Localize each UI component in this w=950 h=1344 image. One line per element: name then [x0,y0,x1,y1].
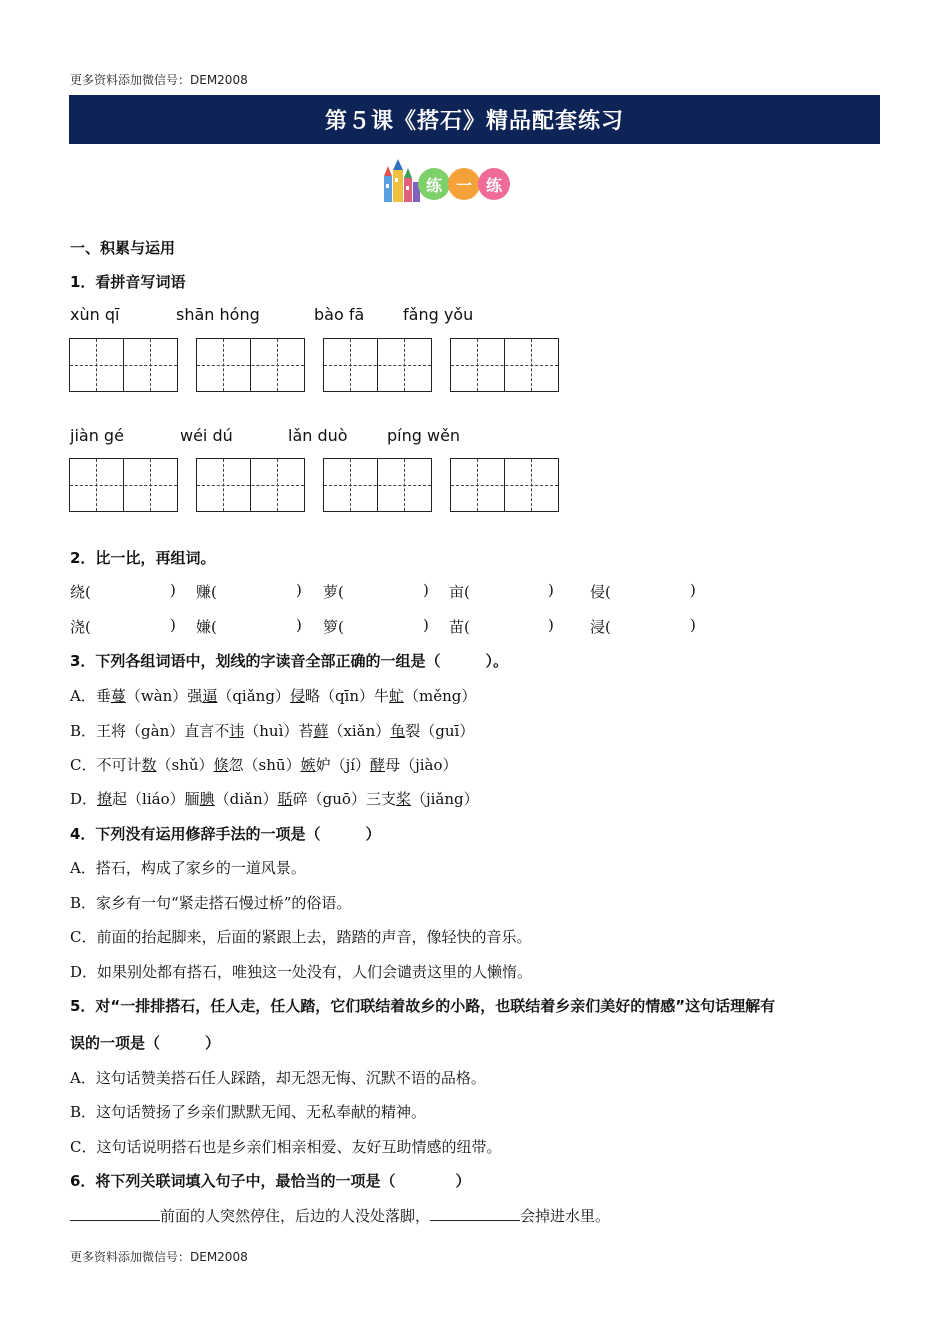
pinyin-label: fǎng yǒu [403,305,474,324]
page-title: 第５课《搭石》精品配套练习 [69,95,880,144]
header-watermark: 更多资料添加微信号：DEM2008 [70,73,248,87]
compare-close: ) [296,581,302,599]
writing-box[interactable] [69,338,178,392]
badge-char-1: 练 [418,168,450,200]
writing-box[interactable] [196,458,305,512]
q3-option-c: C．不可计数（shǔ）倏忽（shū）嫉妒（jí）酵母（jiào） [70,756,458,774]
q3-option-b: B．王将（gàn）直言不讳（huì）苔藓（xiǎn）龟裂（guī） [70,722,475,740]
q5-option: C．这句话说明搭石也是乡亲们相亲相爱、友好互助情感的纽带。 [70,1138,502,1156]
compare-close: ) [548,616,554,634]
badge-char-3: 练 [478,168,510,200]
compare-char: 苗( [449,618,470,636]
writing-box[interactable] [323,338,432,392]
q6-title: 6．将下列关联词填入句子中，最恰当的一项是（ ） [70,1172,471,1190]
writing-box[interactable] [450,338,559,392]
compare-char: 浇( [70,618,91,636]
practice-badge [382,158,512,204]
compare-close: ) [548,581,554,599]
castle-icon [382,158,422,204]
compare-close: ) [690,581,696,599]
q3-option-d: D．撩起（liáo）腼腆（diǎn）聒碎（guō）三支桨（jiǎng） [70,790,479,808]
pinyin-label: bào fā [314,305,365,324]
compare-char: 亩( [449,583,470,601]
q5-title-line2: 误的一项是（ ） [70,1034,221,1052]
compare-char: 浸( [590,618,611,636]
compare-close: ) [423,616,429,634]
writing-box[interactable] [450,458,559,512]
compare-char: 嫌( [196,618,217,636]
q4-option: C．前面的抬起脚来，后面的紧跟上去，踏踏的声音，像轻快的音乐。 [70,928,532,946]
q4-option: D．如果别处都有搭石，唯独这一处没有，人们会谴责这里的人懒惰。 [70,963,533,981]
q2-title: 2．比一比，再组词。 [70,549,216,567]
pinyin-label: wéi dú [180,426,233,445]
answer-blank[interactable] [70,1206,160,1221]
badge-char-2: 一 [448,168,480,200]
compare-char: 侵( [590,583,611,601]
writing-box[interactable] [196,338,305,392]
compare-char: 箩( [323,618,344,636]
q5-option: A．这句话赞美搭石任人踩踏，却无怨无悔、沉默不语的品格。 [70,1069,486,1087]
compare-char: 萝( [323,583,344,601]
writing-box[interactable] [69,458,178,512]
compare-char: 绕( [70,583,91,601]
answer-blank[interactable] [430,1206,520,1221]
q4-option: A．搭石，构成了家乡的一道风景。 [70,859,306,877]
q3-option-a: A．垂蔓（wàn）强逼（qiǎng）侵略（qīn）牛虻（měng） [70,687,477,705]
section-heading: 一、积累与运用 [70,239,176,257]
q4-title: 4．下列没有运用修辞手法的一项是（ ） [70,825,381,843]
compare-close: ) [170,616,176,634]
compare-char: 赚( [196,583,217,601]
pinyin-label: xùn qī [70,305,120,324]
pinyin-label: píng wěn [387,426,461,445]
compare-close: ) [296,616,302,634]
pinyin-label: jiàn gé [70,426,124,445]
pinyin-label: shān hóng [176,305,260,324]
q6-sentence: 前面的人突然停住，后边的人没处落脚， 会掉进水里。 [70,1205,610,1226]
q5-option: B．这句话赞扬了乡亲们默默无闻、无私奉献的精神。 [70,1103,427,1121]
compare-close: ) [170,581,176,599]
q5-title-line1: 5．对“一排排搭石，任人走，任人踏，它们联结着故乡的小路，也联结着乡亲们美好的情感”这句话理解有 [70,997,776,1015]
footer-watermark: 更多资料添加微信号：DEM2008 [70,1250,248,1264]
compare-close: ) [690,616,696,634]
compare-close: ) [423,581,429,599]
q3-title: 3．下列各组词语中，划线的字读音全部正确的一组是（ ）。 [70,652,508,670]
writing-box[interactable] [323,458,432,512]
q1-title: 1．看拼音写词语 [70,273,186,291]
q4-option: B．家乡有一句“紧走搭石慢过桥”的俗语。 [70,894,352,912]
pinyin-label: lǎn duò [288,426,348,445]
